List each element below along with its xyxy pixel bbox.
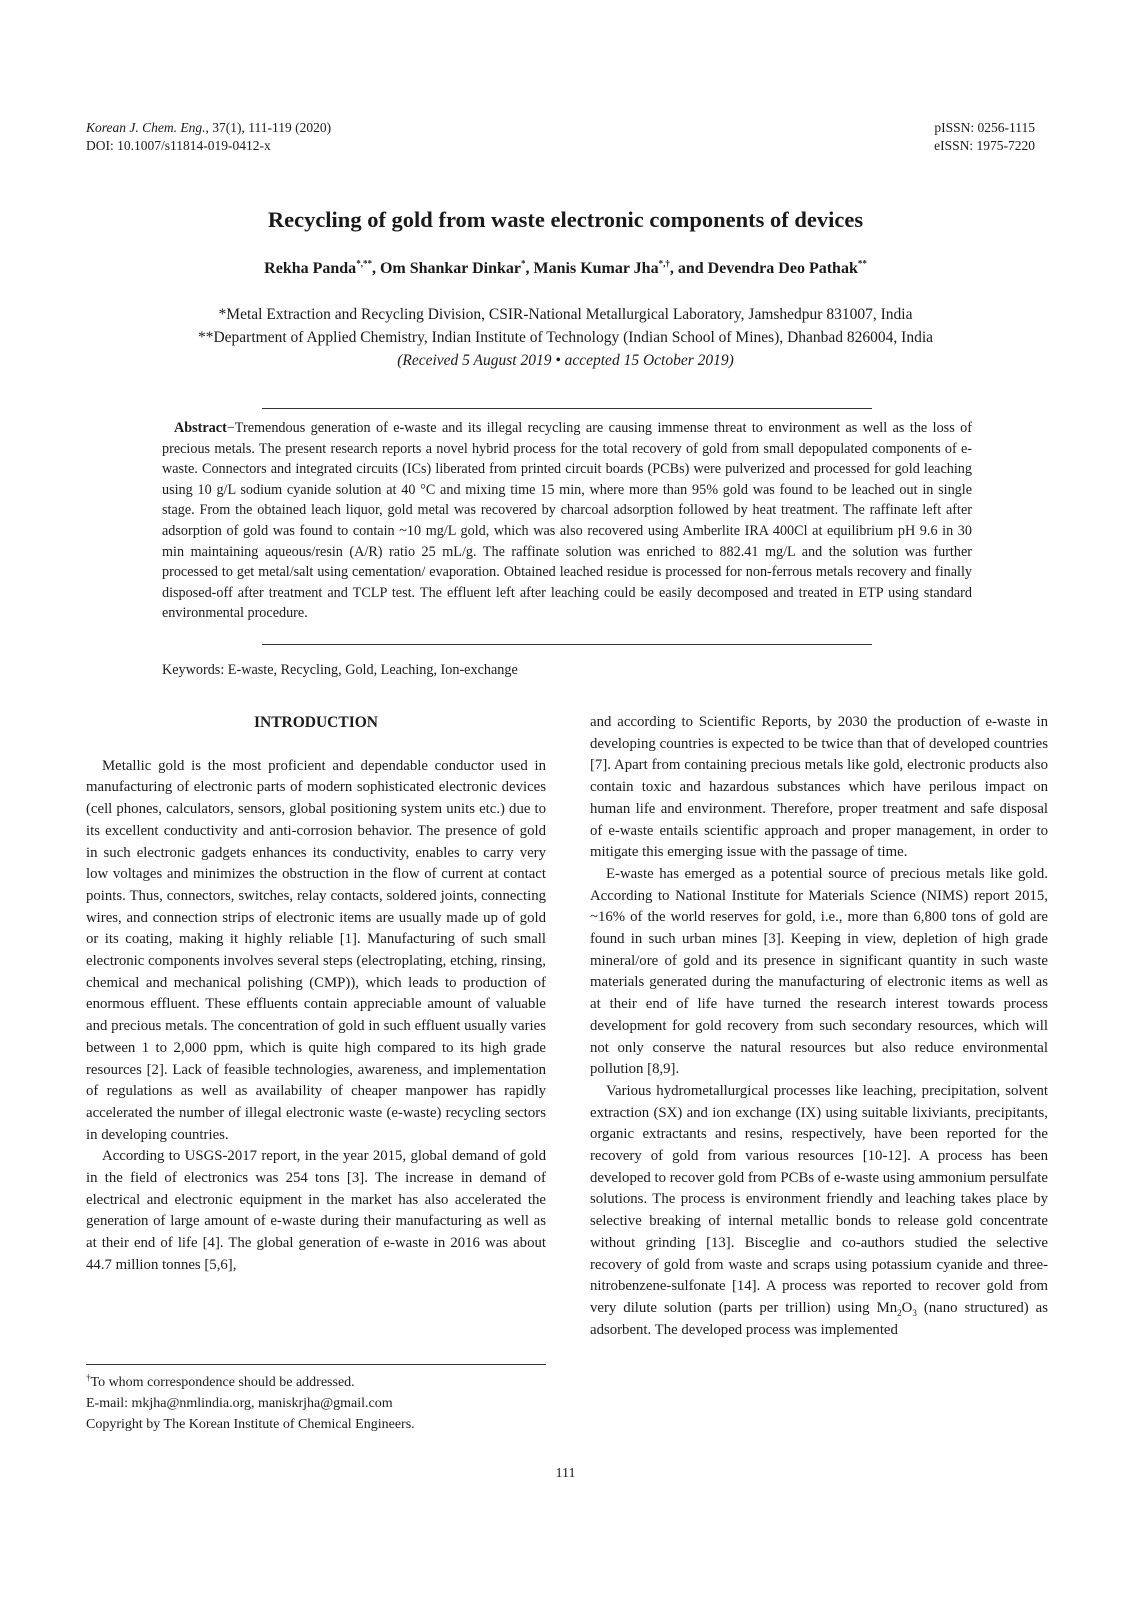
author-name: Manis Kumar Jha bbox=[533, 260, 659, 277]
paragraph: Metallic gold is the most proficient and dependable conductor used in manufacturing of electronic parts of modern sophisticated electronic devices (cell phones, calculators, sensors, global positioning system units etc.) due to its excellent conductivity and anti-corrosion behavior. The presence of gold in such electronic gadgets enhances its conductivity, enables to carry very low voltages and minimizes the obstruction in the flow of current at contact points. Thus, connectors, switches, relay contacts, soldered joints, connecting wires, and connection strips of electronic items are usually made up of gold or its coating, making it highly reliable [1]. Manufacturing of such small electronic components involves several steps (electroplating, etching, rinsing, chemical and mechanical polishing (CMP)), which leads to production of enormous effluent. These effluents contain appreciable amount of valuable and precious metals. The concentration of gold in such effluent usually varies between 1 to 2,000 ppm, which is quite high compared to its high grade resources [2]. Lack of feasible technologies, awareness, and implementation of regulations as well as availability of cheaper manpower has rapidly accelerated the number of illegal electronic waste (e-waste) recycling sectors in developing countries. bbox=[86, 757, 546, 1143]
author-separator: , and bbox=[669, 260, 708, 277]
abstract-bottom-rule bbox=[262, 644, 872, 645]
left-column bbox=[86, 712, 546, 1277]
journal-name: Korean J. Chem. Eng. bbox=[86, 120, 206, 135]
paragraph: E-waste has emerged as a potential source of precious metals like gold. According to National Institute for Materials Science (NIMS) report 2015, ~16% of the world reserves for gold, i.e., more than 6,800 tons of gold are found in such urban mines [3]. Keeping in view, depletion of high grade mineral/ore of gold and its presence in significant quantity in such waste materials generated during the manufacturing of electronic items as well as at their end of life have turned the research interest towards process development for gold recovery from such secondary resources, which will not only conserve the natural resources but also reduce environmental pollution [8,9]. bbox=[590, 865, 1048, 1078]
author-list bbox=[0, 260, 1131, 278]
formula: $Mn_2O_3$ bbox=[876, 1299, 917, 1318]
dagger-mark: † bbox=[86, 1372, 91, 1383]
paper-title: Recycling of gold from waste electronic components of devices bbox=[267, 207, 864, 232]
right-column bbox=[590, 712, 1048, 1341]
affiliation: *Metal Extraction and Recycling Division, CSIR-National Metallurgical Laboratory, Jamshedpur 831007, India bbox=[218, 306, 913, 323]
paragraph: and according to Scientific Reports, by 2030 the production of e-waste in developing countries is expected to be twice than that of developed countries [7]. Apart from containing precious metals like gold, electronic products also contain toxic and hazardous substances which have perilous impact on human life and environment. Therefore, proper treatment and safe disposal of e-waste entails scientific approach and proper management, in order to mitigate this emerging issue with the passage of time. bbox=[590, 714, 1048, 861]
author-name: Devendra Deo Pathak bbox=[707, 260, 858, 277]
pissn: pISSN: 0256-1115 bbox=[934, 120, 1035, 135]
correspondence-note: †To whom correspondence should be addressed. bbox=[86, 1372, 355, 1390]
abstract-label: Abstract bbox=[174, 420, 227, 436]
doi: DOI: 10.1007/s11814-019-0412-x bbox=[86, 138, 271, 153]
author-mark: * bbox=[521, 258, 526, 269]
journal-volume: , 37(1), 111-119 (2020) bbox=[205, 120, 332, 135]
abstract-text: −Tremendous generation of e-waste and its illegal recycling are causing immense threat to environment as well as the loss of precious metals. The present research reports a novel hybrid process for the total recovery of gold from small depopulated components of e-waste. Connectors and integrated circuits (ICs) liberated from printed circuit boards (PCBs) were pulverized and processed for gold leaching using 10 g/L sodium cyanide solution at 40 °C and mixing time 15 min, where more than 95% gold was found to be leached out in single stage. From the obtained leach liquor, gold metal was recovered by charcoal adsorption followed by heat treatment. The raffinate left after adsorption of gold was found to contain ~10 mg/L gold, which was also recovered using Amberlite IRA 400Cl at equilibrium pH 9.6 in 30 min maintaining aqueous/resin (A/R) ratio 25 mL/g. The raffinate solution was enriched to 882.41 mg/L and the solution was further processed to get metal/salt using cementation/ evaporation. Obtained leached residue is processed for non-ferrous metals recovery and finally disposed-off after treatment and TCLP test. The effluent left after leaching could be easily decomposed and treated in ETP using standard environmental procedure. bbox=[162, 420, 972, 622]
paragraph bbox=[590, 1081, 1048, 1341]
page-number: 111 bbox=[555, 1466, 576, 1481]
keywords: Keywords: E-waste, Recycling, Gold, Leaching, Ion-exchange bbox=[162, 662, 518, 678]
journal-citation bbox=[86, 119, 331, 155]
author-name: Rekha Panda bbox=[264, 260, 357, 277]
author-name: Om Shankar Dinkar bbox=[379, 260, 522, 277]
author-mark: *,** bbox=[356, 258, 372, 269]
author-separator: , bbox=[525, 260, 534, 277]
section-heading: INTRODUCTION bbox=[253, 714, 378, 731]
received-dates: (Received 5 August 2019 • accepted 15 October 2019) bbox=[397, 352, 734, 369]
issn-block bbox=[934, 119, 1035, 155]
footnotes bbox=[86, 1372, 556, 1435]
author-mark: ** bbox=[857, 258, 867, 269]
paragraph: According to USGS-2017 report, in the year 2015, global demand of gold in the field of electronics was 254 tons [3]. The increase in demand of electrical and electronic equipment in the market has also accelerated the generation of large amount of e-waste during their manufacturing as well as at their end of life [4]. The global generation of e-waste in 2016 was about 44.7 million tonnes [5,6], bbox=[86, 1148, 546, 1273]
paragraph-text: Various hydrometallurgical processes like leaching, precipitation, solvent extraction (SX) and ion exchange (IX) using suitable lixiviants, precipitants, organic extractants and resins, respectively, have been reported for the recovery of gold from various resources [10-12]. A process has been developed to recover gold from PCBs of e-waste using ammonium persulfate solutions. The process is environment friendly and leaching takes place by selective breaking of internal metallic bonds to release gold concentrate without grinding [13]. Bisceglie and co-authors studied the selective recovery of gold from waste and scraps using potassium cyanide and three-nitrobenzene-sulfonate [14]. A process was reported to recover gold from very dilute solution (parts per trillion) using bbox=[590, 1082, 1048, 1316]
journal-line bbox=[86, 119, 331, 137]
email-note: E-mail: mkjha@nmlindia.org, maniskrjha@gmail.com bbox=[86, 1396, 393, 1411]
footnote-rule bbox=[86, 1364, 546, 1365]
author-separator: , bbox=[371, 260, 380, 277]
affiliations bbox=[0, 303, 1131, 372]
affiliation: **Department of Applied Chemistry, Indian Institute of Technology (Indian School of Mines), Dhanbad 826004, India bbox=[197, 329, 934, 346]
author-mark: *,† bbox=[658, 258, 670, 269]
copyright-note: Copyright by The Korean Institute of Chemical Engineers. bbox=[86, 1417, 415, 1432]
abstract-top-rule bbox=[262, 408, 872, 409]
paragraph-tail: (nano structured) as adsorbent. The developed process was implemented bbox=[590, 1299, 1048, 1338]
eissn: eISSN: 1975-7220 bbox=[934, 138, 1035, 153]
abstract bbox=[162, 418, 972, 624]
